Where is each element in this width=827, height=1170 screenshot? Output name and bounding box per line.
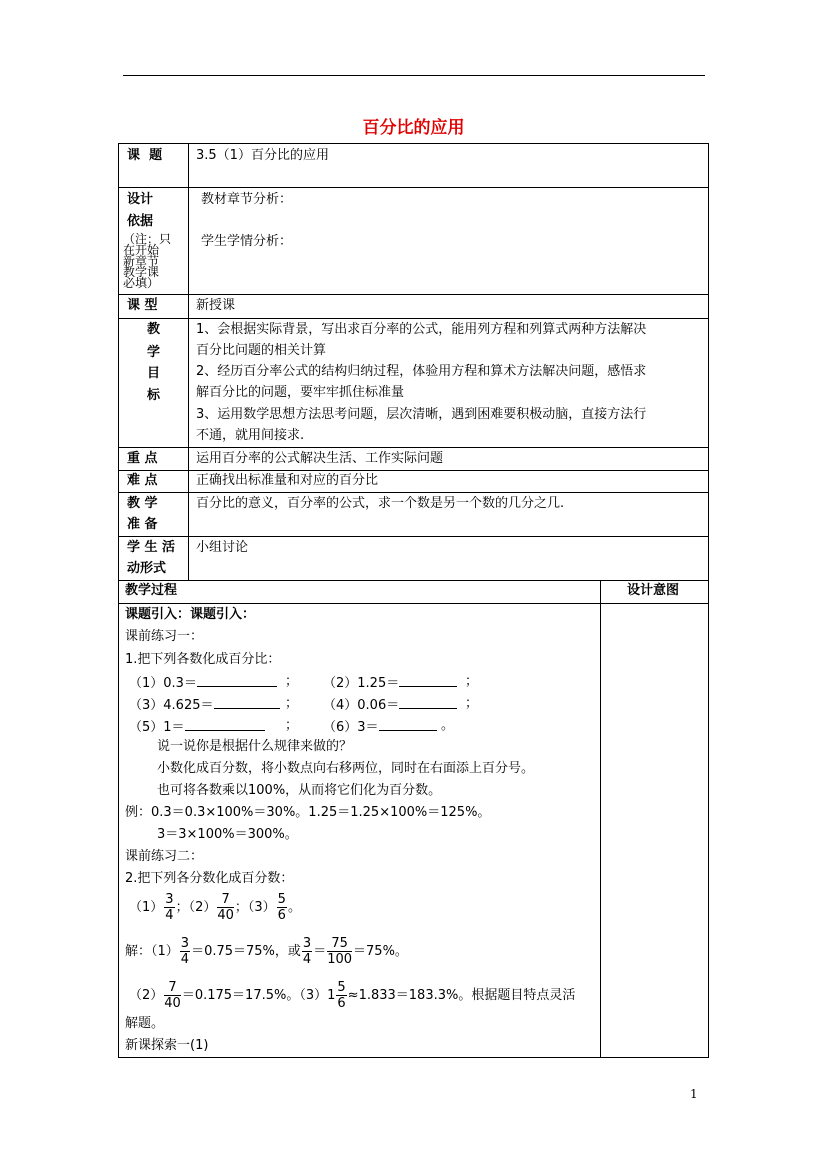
nandian-value: 正确找出标准量和对应的百分比 — [196, 473, 379, 488]
fraction-solution-1: 解：（1） $\frac{3}{4}$ ＝0.75＝75%，或 $\frac{3}{4}$ ＝ $\frac{75}{100}$ ＝75%。 — [125, 936, 408, 967]
mubiao-label-2: 学 — [147, 345, 161, 360]
fraction-solution-2: （2） $\frac{7}{40}$ ＝0.175＝17.5%。（3）1 $\frac{5}{6}$ ≈1.833＝183.3%。根据题目特点灵活 — [129, 980, 576, 1011]
mubiao-label-1: 教 — [147, 322, 161, 337]
mubiao-line: 解百分比的问题，要牢牢抓住标准量 — [196, 385, 405, 400]
process-line: 课前练习一： — [125, 629, 204, 644]
zhunbei-label-2: 准 备 — [127, 517, 158, 532]
exercise-6: （6）3＝ — [323, 716, 437, 738]
process-line: 课题引入：课题引入： — [125, 607, 256, 622]
process-line: 课前练习二： — [125, 849, 204, 864]
process-line: 2.把下列各分数化成百分数： — [125, 871, 294, 886]
exercise-2: （2）1.25＝ — [323, 672, 457, 694]
sheji-value-2: 学生学情分析： — [201, 234, 293, 249]
page-number: 1 — [690, 1087, 698, 1101]
lesson-table: 课 题 3.5（1）百分比的应用 设计 依据 （注：只 在开始 新章节 教学课 必填） 教材章节分析： 学生学情分析： 课 型 新授课 教 学 目 标 1、会根据实际背景，写出求百分率的公式，能用列方程和列算式两种方法解决 百分比问题的相关计算 2、经历百分率公式的结构归纳过程，体验用方程和算术方法解决问题，感悟求 解百分比的问题，要牢牢抓住标准量 3、运用数学思想方法思考问题，层次清晰，遇到困难要积极动脑，直接方法行 不通，就用间接求. 重 点 运用百分率的公式解决生活、工作实际问题 难 点 正确找出标准量和对应的百分比 教 学 准 备 百分比的意义，百分率的公式，求一个数是另一个数的几分之几. 学 生 活 动形式 小组讨论 教学过程 设计意图 课题引入：课题引入： 课前练习一： 1.把下列各数化成百分比： （1）0.3＝ ； （2）1.25＝ ； （3）4.625＝ ； （4）0.06＝ ； （5）1＝ ； （6）3＝ 。 说一说你是根据什么规律来做的？ 小数化成百分数，将小数点向右移两位，同时在右面添上百分号。 也可将各数乘以100%，从而将它们化为百分数。 例：0.3＝0.3×100%＝30%。1.25＝1.25×100%＝125%。 3＝3×100%＝300%。 课前练习二： 2.把下列各分数化成百分数： （1） $\frac{3}{4}$ ；（2） $\frac{7}{40}$ ；（3） $\frac{5}{6}$ 。 解：（1） $\frac{3}{4}$ ＝0.75＝75%，或 $\frac{3}{4}$ ＝ $\frac{75}{100}$ ＝75%。 （2） $\frac{7}{40}$ ＝0.175＝17.5%。（3）1 $\frac{5}{6}$ ≈1.833＝183.3%。根据题目特点灵活 解题。 新课探索一(1) — [118, 143, 709, 1058]
huodong-label-1: 学 生 活 — [127, 540, 176, 555]
mubiao-line: 不通，就用间接求. — [196, 428, 305, 443]
keti-label: 课 题 — [127, 148, 163, 163]
keti-value: 3.5（1）百分比的应用 — [196, 148, 329, 163]
mubiao-line: 3、运用数学思想方法思考问题，层次清晰，遇到困难要积极动脑，直接方法行 — [196, 407, 647, 422]
process-line: 新课探索一(1) — [125, 1038, 209, 1053]
zhongdian-value: 运用百分率的公式解决生活、工作实际问题 — [196, 451, 444, 466]
zhunbei-value: 百分比的意义，百分率的公式，求一个数是另一个数的几分之几. — [196, 496, 565, 511]
mubiao-line: 1、会根据实际背景，写出求百分率的公式，能用列方程和列算式两种方法解决 — [196, 322, 647, 337]
fraction-question: （1） $\frac{3}{4}$ ；（2） $\frac{7}{40}$ ；（3） $\frac{5}{6}$ 。 — [129, 892, 301, 923]
zhongdian-label: 重 点 — [127, 451, 158, 466]
mubiao-line: 百分比问题的相关计算 — [196, 343, 327, 358]
sheji-label-1: 设计 — [127, 192, 154, 207]
sheji-note-1: （注：只 — [123, 232, 172, 246]
sheji-note-4: 教学课 — [123, 265, 160, 279]
process-line: 1.把下列各数化成百分比： — [125, 652, 281, 667]
sheji-note-5: 必填） — [123, 276, 160, 290]
sheji-note-2: 在开始 — [123, 243, 160, 257]
process-line: 解题。 — [125, 1016, 165, 1031]
process-line: 小数化成百分数，将小数点向右移两位，同时在右面添上百分号。 — [157, 761, 535, 776]
mubiao-line: 2、经历百分率公式的结构归纳过程，体验用方程和算术方法解决问题，感悟求 — [196, 364, 647, 379]
mubiao-label-3: 目 — [147, 366, 161, 381]
process-line: 3＝3×100%＝300%。 — [157, 827, 298, 842]
sheji-label-2: 依据 — [127, 214, 154, 229]
process-header-left: 教学过程 — [125, 583, 178, 598]
mubiao-label-4: 标 — [147, 388, 161, 403]
sheji-note-3: 新章节 — [123, 254, 160, 268]
process-line: 说一说你是根据什么规律来做的？ — [157, 739, 353, 754]
header-rule — [123, 75, 705, 76]
exercise-3: （3）4.625＝ — [129, 694, 280, 716]
sheji-value-1: 教材章节分析： — [201, 192, 293, 207]
zhunbei-label-1: 教 学 — [127, 496, 158, 511]
kexing-value: 新授课 — [196, 298, 236, 313]
process-line: 例：0.3＝0.3×100%＝30%。1.25＝1.25×100%＝125%。 — [125, 805, 491, 820]
process-header-right: 设计意图 — [627, 583, 680, 598]
exercise-4: （4）0.06＝ — [323, 694, 457, 716]
exercise-5: （5）1＝ — [129, 716, 265, 738]
nandian-label: 难 点 — [127, 473, 158, 488]
huodong-label-2: 动形式 — [127, 561, 167, 576]
kexing-label: 课 型 — [127, 298, 158, 313]
exercise-1: （1）0.3＝ — [129, 672, 277, 694]
process-line: 也可将各数乘以100%，从而将它们化为百分数。 — [157, 783, 442, 798]
huodong-value: 小组讨论 — [196, 540, 249, 555]
page-title: 百分比的应用 — [362, 118, 465, 138]
